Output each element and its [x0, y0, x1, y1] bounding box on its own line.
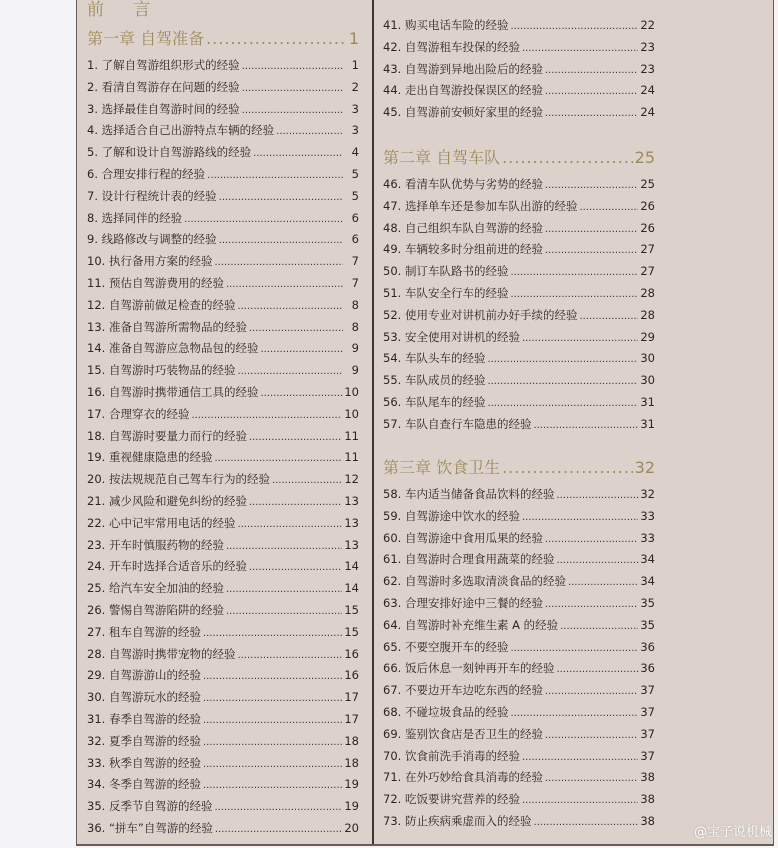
toc-entry-title: 62. 自驾游时多选取清淡食品的经验 — [383, 574, 566, 589]
toc-entry-page: 35 — [640, 596, 655, 610]
leader-dots — [242, 57, 343, 77]
toc-entry-page: 33 — [640, 508, 655, 523]
toc-entry[interactable] — [87, 600, 359, 620]
toc-entry-title: 21. 减少风险和避免纠纷的经验 — [87, 494, 247, 508]
toc-entry-page: 20 — [344, 821, 359, 835]
leader-dots — [203, 689, 342, 709]
watermark: @宝子说机械 — [693, 825, 772, 840]
toc-entry-title: 10. 执行备用方案的经验 — [87, 254, 213, 269]
leader-dots — [487, 350, 638, 370]
column-divider — [372, 0, 374, 846]
chapter-page: 32 — [634, 458, 655, 477]
leader-dots — [203, 755, 342, 775]
toc-entry-page: 5 — [351, 188, 359, 203]
toc-entry[interactable] — [87, 731, 359, 751]
leader-dots — [533, 416, 638, 436]
toc-entry[interactable] — [87, 295, 359, 315]
leader-dots — [502, 147, 633, 169]
leader-dots — [203, 711, 342, 731]
toc-entry-page: 37 — [640, 748, 655, 763]
chapter-heading[interactable] — [87, 28, 359, 50]
toc-entry[interactable] — [87, 665, 359, 685]
toc-entry[interactable] — [87, 317, 359, 337]
toc-entry-title: 4. 选择适合自己出游特点车辆的经验 — [87, 123, 275, 138]
toc-entry[interactable] — [87, 164, 359, 184]
toc-entry[interactable] — [383, 414, 655, 434]
leader-dots — [522, 508, 638, 528]
toc-entry-page: 26 — [640, 198, 655, 213]
toc-entry[interactable] — [383, 261, 655, 281]
toc-entry-page: 37 — [640, 726, 655, 741]
toc-entry-page: 14 — [344, 559, 359, 574]
toc-entry-title: 42. 自驾游租车投保的经验 — [383, 39, 520, 54]
chapter-heading[interactable] — [383, 457, 655, 479]
toc-entry-title: 48. 自己组织车队自驾游的经验 — [383, 220, 543, 235]
toc-entry[interactable] — [87, 447, 359, 467]
leader-dots — [560, 617, 638, 637]
toc-entry-page: 30 — [640, 351, 655, 366]
toc-entry-title: 64. 自驾游时补充维生素 A 的经验 — [383, 617, 559, 632]
leader-dots — [545, 595, 638, 615]
toc-entry-page: 32 — [640, 487, 655, 501]
toc-entry-title: 73. 防止疾病乘虚而入的经验 — [383, 814, 532, 828]
toc-entry-title: 63. 合理安排好途中三餐的经验 — [383, 596, 543, 610]
toc-entry-page: 28 — [640, 307, 655, 322]
toc-entry-page: 25 — [640, 177, 655, 191]
toc-entry-title: 58. 车内适当储备食品饮料的经验 — [383, 487, 555, 501]
toc-entry-page: 18 — [344, 733, 359, 748]
toc-entry[interactable] — [87, 251, 359, 271]
toc-entry[interactable] — [87, 382, 359, 402]
leader-dots — [487, 394, 638, 414]
toc-entry-title: 60. 自驾游途中食用瓜果的经验 — [383, 530, 543, 545]
leader-dots — [215, 820, 343, 840]
leader-dots — [545, 726, 638, 746]
toc-entry-page: 31 — [640, 395, 655, 409]
toc-entry-title: 2. 看清自驾游存在问题的经验 — [87, 79, 240, 94]
leader-dots — [522, 39, 638, 59]
leader-dots — [545, 82, 638, 102]
toc-entry[interactable] — [383, 174, 655, 194]
toc-entry[interactable] — [87, 513, 359, 533]
toc-entry-title: 54. 车队头车的经验 — [383, 351, 486, 366]
toc-entry-title: 27. 租车自驾游的经验 — [87, 624, 201, 639]
leader-dots — [556, 551, 638, 571]
toc-entry-title: 7. 设计行程统计表的经验 — [87, 188, 217, 203]
chapter-title: 第三章 饮食卫生 — [383, 458, 501, 477]
toc-entry-page: 23 — [640, 61, 655, 76]
toc-entry[interactable] — [87, 99, 359, 119]
toc-entry-title: 47. 选择单车还是参加车队出游的经验 — [383, 198, 578, 213]
toc-entry-title: 16. 自驾游时携带通信工具的经验 — [87, 385, 259, 399]
toc-entry[interactable] — [383, 680, 655, 700]
toc-entry-title: 23. 开车时慎服药物的经验 — [87, 537, 224, 552]
toc-entry[interactable] — [383, 637, 655, 657]
toc-entry-page: 30 — [640, 373, 655, 388]
toc-entry[interactable] — [383, 528, 655, 548]
toc-entry-page: 34 — [640, 552, 655, 567]
toc-entry[interactable] — [87, 77, 359, 97]
toc-entry[interactable] — [383, 484, 655, 504]
toc-entry-title: 65. 不要空腹开车的经验 — [383, 639, 509, 654]
toc-entry-title: 11. 预估自驾游费用的经验 — [87, 276, 224, 290]
toc-entry-page: 27 — [640, 242, 655, 257]
toc-entry-title: 34. 冬季自驾游的经验 — [87, 777, 201, 792]
toc-entry-title: 67. 不要边开车边吃东西的经验 — [383, 683, 543, 698]
toc-entry-page: 17 — [344, 690, 359, 705]
toc-entry-title: 57. 车队自查行车隐患的经验 — [383, 416, 532, 431]
toc-entry-title: 9. 线路修改与调整的经验 — [87, 232, 217, 247]
leader-dots — [487, 372, 638, 392]
toc-entry-title: 26. 警惕自驾游陷阱的经验 — [87, 603, 224, 617]
toc-entry[interactable] — [87, 578, 359, 598]
toc-entry[interactable] — [87, 796, 359, 816]
leader-dots — [237, 362, 343, 382]
toc-entry-page: 37 — [640, 683, 655, 698]
leader-dots — [556, 486, 638, 506]
toc-entry-title: 12. 自驾游前做足检查的经验 — [87, 297, 236, 312]
toc-entry[interactable] — [87, 709, 359, 729]
toc-entry-page: 13 — [344, 537, 359, 552]
leader-dots — [203, 624, 342, 644]
toc-entry[interactable] — [87, 229, 359, 249]
toc-entry-page: 4 — [351, 145, 359, 160]
toc-entry-page: 36 — [640, 639, 655, 654]
toc-entry[interactable] — [383, 196, 655, 216]
leader-dots — [226, 275, 343, 295]
leader-dots — [522, 748, 638, 768]
toc-entry-page: 10 — [344, 385, 359, 399]
toc-entry[interactable] — [87, 491, 359, 511]
preface-heading: 前 言 — [87, 0, 163, 20]
toc-entry-page: 7 — [351, 254, 359, 269]
toc-entry-title: 41. 购买电话车险的经验 — [383, 18, 509, 32]
toc-entry-page: 9 — [351, 363, 359, 378]
leader-dots — [214, 253, 343, 273]
leader-dots — [545, 220, 638, 240]
toc-entry-page: 8 — [351, 319, 359, 334]
toc-entry-title: 61. 自驾游时合理食用蔬菜的经验 — [383, 552, 555, 567]
toc-entry-page: 5 — [351, 167, 359, 181]
toc-entry[interactable] — [87, 774, 359, 794]
toc-entry[interactable] — [87, 687, 359, 707]
leader-dots — [260, 340, 343, 360]
toc-entry-page: 16 — [344, 646, 359, 661]
toc-entry-title: 49. 车辆较多时分组前进的经验 — [383, 242, 543, 257]
leader-dots — [219, 188, 343, 208]
chapter-title: 第二章 自驾车队 — [383, 148, 501, 167]
toc-entry[interactable] — [87, 426, 359, 446]
toc-entry-title: 68. 不碰垃圾食品的经验 — [383, 705, 509, 719]
toc-entry-title: 66. 饭后休息一刻钟再开车的经验 — [383, 661, 555, 676]
leader-dots — [510, 639, 638, 659]
leader-dots — [545, 530, 638, 550]
toc-entry-page: 37 — [640, 705, 655, 719]
toc-entry-title: 22. 心中记牢常用电话的经验 — [87, 515, 236, 530]
toc-entry-title: 70. 饮食前洗手消毒的经验 — [383, 748, 520, 763]
leader-dots — [226, 580, 342, 600]
toc-entry[interactable] — [383, 305, 655, 325]
leader-dots — [556, 660, 638, 680]
toc-entry-page: 9 — [351, 341, 359, 356]
toc-entry-title: 29. 自驾游游山的经验 — [87, 668, 201, 683]
leader-dots — [568, 573, 638, 593]
toc-entry-title: 72. 吃饭要讲究营养的经验 — [383, 792, 520, 807]
toc-entry[interactable] — [383, 702, 655, 722]
toc-entry-page: 2 — [351, 79, 359, 94]
leader-dots — [242, 101, 343, 121]
toc-entry-page: 36 — [640, 661, 655, 676]
leader-dots — [510, 704, 638, 724]
toc-entry[interactable] — [87, 360, 359, 380]
toc-entry[interactable] — [383, 348, 655, 368]
toc-entry[interactable] — [87, 622, 359, 642]
toc-entry-title: 44. 走出自驾游投保误区的经验 — [383, 83, 543, 98]
toc-entry[interactable] — [383, 615, 655, 635]
toc-entry-title: 31. 春季自驾游的经验 — [87, 712, 201, 726]
toc-entry-page: 6 — [351, 232, 359, 247]
leader-dots — [214, 449, 342, 469]
leader-dots — [203, 733, 342, 753]
toc-entry-page: 33 — [640, 530, 655, 545]
toc-entry-title: 19. 重视健康隐患的经验 — [87, 450, 213, 465]
toc-entry-title: 43. 自驾游到异地出险后的经验 — [383, 61, 543, 76]
toc-entry-page: 13 — [344, 515, 359, 530]
toc-entry-page: 19 — [344, 777, 359, 792]
toc-entry-page: 8 — [351, 297, 359, 312]
leader-dots — [545, 769, 638, 789]
toc-entry-page: 24 — [640, 83, 655, 98]
chapter-page: 25 — [634, 148, 655, 167]
toc-entry[interactable] — [87, 556, 359, 576]
toc-entry[interactable] — [383, 102, 655, 122]
chapter-heading[interactable] — [383, 147, 655, 169]
toc-entry-title: 59. 自驾游途中饮水的经验 — [383, 508, 520, 523]
toc-entry[interactable] — [383, 506, 655, 526]
toc-entry-page: 15 — [344, 603, 359, 617]
toc-entry-page: 38 — [640, 814, 655, 828]
toc-entry-page: 3 — [351, 123, 359, 138]
toc-entry-page: 11 — [344, 428, 359, 443]
toc-entry-title: 28. 自驾游时携带宠物的经验 — [87, 646, 236, 661]
toc-entry-page: 13 — [344, 494, 359, 508]
leader-dots — [191, 406, 342, 426]
toc-entry[interactable] — [87, 753, 359, 773]
leader-dots — [242, 79, 343, 99]
leader-dots — [249, 428, 342, 448]
toc-entry[interactable] — [383, 37, 655, 57]
leader-dots — [184, 210, 343, 230]
leader-dots — [533, 813, 638, 833]
toc-entry-page: 38 — [640, 770, 655, 785]
toc-entry[interactable] — [383, 392, 655, 412]
toc-entry-page: 15 — [344, 624, 359, 639]
toc-entry-page: 11 — [344, 450, 359, 465]
toc-entry[interactable] — [87, 535, 359, 555]
toc-entry-page: 26 — [640, 220, 655, 235]
toc-entry-title: 24. 开车时选择合适音乐的经验 — [87, 559, 247, 574]
leader-dots — [237, 515, 342, 535]
toc-entry-title: 18. 自驾游时要量力而行的经验 — [87, 428, 247, 443]
toc-entry-title: 51. 车队安全行车的经验 — [383, 286, 509, 300]
toc-entry-page: 19 — [344, 799, 359, 814]
leader-dots — [249, 493, 342, 513]
leader-dots — [522, 791, 638, 811]
toc-entry[interactable] — [87, 186, 359, 206]
toc-entry-page: 17 — [344, 712, 359, 726]
leader-dots — [545, 61, 638, 81]
leader-dots — [545, 241, 638, 261]
toc-entry-title: 50. 制订车队路书的经验 — [383, 264, 509, 279]
toc-entry[interactable] — [383, 746, 655, 766]
chapter-page: 1 — [348, 29, 359, 48]
toc-entry-title: 15. 自驾游时巧装物品的经验 — [87, 363, 236, 378]
leader-dots — [260, 384, 342, 404]
toc-entry-title: 30. 自驾游玩水的经验 — [87, 690, 201, 705]
toc-entry[interactable] — [87, 644, 359, 664]
toc-entry[interactable] — [383, 789, 655, 809]
toc-entry-title: 5. 了解和设计自驾游路线的经验 — [87, 145, 252, 160]
toc-entry-title: 20. 按法规规范自己驾车行为的经验 — [87, 472, 270, 487]
toc-entry[interactable] — [383, 283, 655, 303]
toc-entry-title: 14. 准备自驾游应急物品包的经验 — [87, 341, 259, 356]
toc-entry[interactable] — [87, 469, 359, 489]
leader-dots — [237, 297, 343, 317]
toc-entry-title: 69. 鉴别饮食店是否卫生的经验 — [383, 726, 543, 741]
toc-entry-page: 3 — [351, 101, 359, 116]
toc-entry[interactable] — [383, 724, 655, 744]
toc-entry-title: 46. 看清车队优势与劣势的经验 — [383, 177, 543, 191]
toc-entry[interactable] — [383, 15, 655, 35]
toc-entry-page: 22 — [640, 18, 655, 32]
toc-entry[interactable] — [87, 338, 359, 358]
toc-entry-page: 27 — [640, 264, 655, 279]
toc-entry-page: 34 — [640, 574, 655, 589]
leader-dots — [545, 682, 638, 702]
toc-entry-page: 18 — [344, 755, 359, 770]
toc-entry-title: 3. 选择最佳自驾游时间的经验 — [87, 101, 240, 116]
toc-entry-page: 35 — [640, 617, 655, 632]
leader-dots — [226, 602, 342, 622]
toc-entry-page: 7 — [351, 276, 359, 290]
toc-entry-page: 29 — [640, 329, 655, 344]
toc-entry-page: 1 — [351, 58, 359, 72]
leader-dots — [276, 122, 343, 142]
leader-dots — [522, 329, 638, 349]
toc-entry[interactable] — [87, 404, 359, 424]
toc-entry-title: 1. 了解自驾游组织形式的经验 — [87, 58, 240, 72]
toc-entry-page: 14 — [344, 581, 359, 596]
leader-dots — [249, 558, 342, 578]
toc-entry-title: 36. “拼车”自驾游的经验 — [87, 821, 213, 835]
chapter-title: 第一章 自驾准备 — [87, 29, 205, 48]
toc-entry[interactable] — [87, 142, 359, 162]
toc-entry[interactable] — [383, 59, 655, 79]
toc-entry[interactable] — [87, 55, 359, 75]
toc-entry[interactable] — [383, 239, 655, 259]
toc-entry-page: 28 — [640, 286, 655, 300]
toc-entry[interactable] — [383, 593, 655, 613]
toc-entry[interactable] — [383, 767, 655, 787]
toc-entry[interactable] — [383, 811, 655, 831]
leader-dots — [203, 776, 342, 796]
leader-dots — [253, 144, 343, 164]
leader-dots — [249, 319, 343, 339]
toc-entry-title: 17. 合理穿衣的经验 — [87, 406, 190, 421]
leader-dots — [203, 667, 342, 687]
toc-entry-page: 10 — [344, 406, 359, 421]
leader-dots — [237, 646, 342, 666]
toc-entry-page: 23 — [640, 39, 655, 54]
leader-dots — [579, 198, 638, 218]
leader-dots — [207, 166, 343, 186]
toc-entry[interactable] — [383, 370, 655, 390]
leader-dots — [272, 471, 342, 491]
toc-entry[interactable] — [87, 208, 359, 228]
toc-entry-title: 55. 车队成员的经验 — [383, 373, 486, 388]
toc-entry-page: 24 — [640, 105, 655, 120]
toc-entry-page: 16 — [344, 668, 359, 683]
toc-entry[interactable] — [87, 818, 359, 838]
leader-dots — [510, 263, 638, 283]
leader-dots — [579, 307, 638, 327]
toc-entry[interactable] — [87, 273, 359, 293]
toc-page — [76, 0, 774, 846]
toc-entry-title: 33. 秋季自驾游的经验 — [87, 755, 201, 770]
toc-entry-page: 38 — [640, 792, 655, 807]
leader-dots — [510, 285, 638, 305]
leader-dots — [545, 104, 638, 124]
toc-entry[interactable] — [383, 658, 655, 678]
toc-entry[interactable] — [383, 327, 655, 347]
toc-entry[interactable] — [383, 549, 655, 569]
toc-entry[interactable] — [87, 120, 359, 140]
toc-entry-title: 8. 选择同伴的经验 — [87, 210, 183, 225]
toc-entry-title: 32. 夏季自驾游的经验 — [87, 733, 201, 748]
toc-entry[interactable] — [383, 80, 655, 100]
toc-entry[interactable] — [383, 218, 655, 238]
toc-entry-title: 52. 使用专业对讲机前办好手续的经验 — [383, 307, 578, 322]
leader-dots — [206, 28, 347, 50]
leader-dots — [214, 798, 342, 818]
leader-dots — [502, 457, 633, 479]
toc-entry[interactable] — [383, 571, 655, 591]
toc-entry-title: 56. 车队尾车的经验 — [383, 395, 486, 409]
toc-entry-title: 45. 自驾游前安顿好家里的经验 — [383, 105, 543, 120]
toc-entry-page: 6 — [351, 210, 359, 225]
toc-entry-title: 71. 在外巧妙给食具消毒的经验 — [383, 770, 543, 785]
toc-entry-title: 53. 安全使用对讲机的经验 — [383, 329, 520, 344]
leader-dots — [219, 231, 343, 251]
toc-entry-title: 35. 反季节自驾游的经验 — [87, 799, 213, 814]
toc-entry-title: 13. 准备自驾游所需物品的经验 — [87, 319, 247, 334]
toc-entry-page: 31 — [640, 416, 655, 431]
toc-entry-page: 12 — [344, 472, 359, 487]
leader-dots — [545, 176, 638, 196]
leader-dots — [510, 17, 638, 37]
leader-dots — [226, 537, 342, 557]
toc-entry-title: 25. 给汽车安全加油的经验 — [87, 581, 224, 596]
toc-entry-title: 6. 合理安排行程的经验 — [87, 167, 206, 181]
